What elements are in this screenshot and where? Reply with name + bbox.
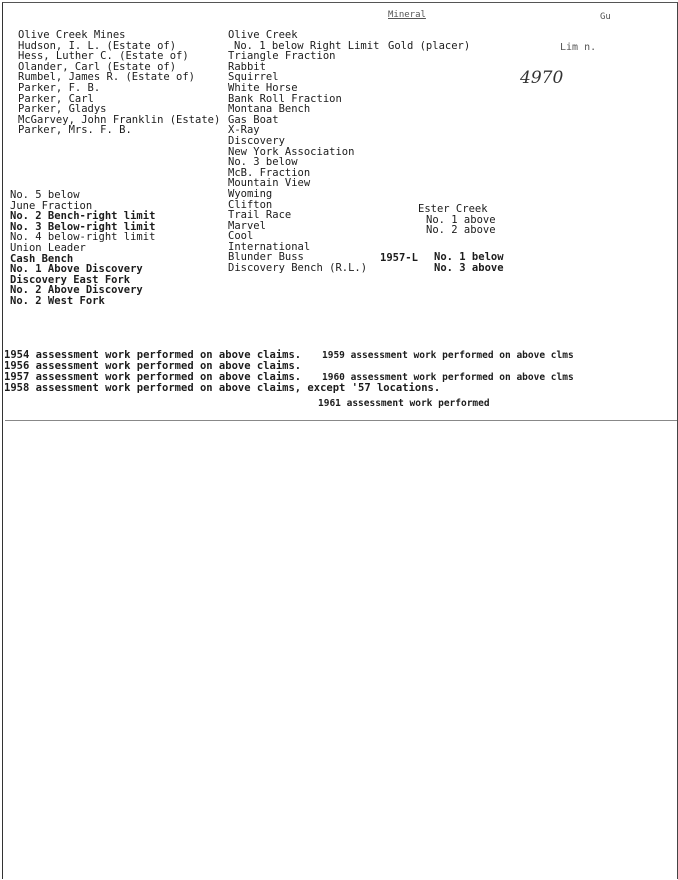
ester-creek-item: No. 1 above bbox=[426, 213, 496, 226]
claim-line: Discovery Bench (R.L.) bbox=[228, 262, 368, 275]
claim-line: No. 3 Below-right limit bbox=[10, 220, 156, 233]
claim-line: New York Association bbox=[228, 145, 355, 158]
claim-line: No. 5 below bbox=[10, 189, 80, 201]
assessment-line: 1954 assessment work performed on above claims. bbox=[4, 349, 302, 361]
assessment-1959: 1959 assessment work performed on above clms bbox=[322, 350, 574, 361]
owner-line: Parker, Carl bbox=[18, 92, 94, 105]
claim-line: No. 3 below bbox=[228, 156, 298, 169]
middle-claims-column bbox=[228, 30, 379, 274]
ester-creek-1957-item: No. 1 below bbox=[434, 251, 504, 263]
claim-line: Montana Bench bbox=[228, 103, 311, 116]
claim-line: No. 1 Above Discovery bbox=[10, 263, 143, 276]
ester-creek-block bbox=[418, 204, 496, 236]
assessment-1961: 1961 assessment work performed bbox=[318, 398, 490, 409]
owner-line: Parker, Mrs. F. B. bbox=[18, 124, 132, 137]
claim-line: Trail Race bbox=[228, 209, 292, 222]
owner-line: Olander, Carl (Estate of) bbox=[18, 60, 177, 73]
claim-line: No. 2 West Fork bbox=[10, 294, 105, 307]
claim-line: Discovery East Fork bbox=[10, 273, 131, 286]
claim-line: Clifton bbox=[228, 198, 273, 211]
claim-line: No. 4 below-right limit bbox=[10, 231, 156, 244]
left-claims-column bbox=[10, 190, 155, 307]
claim-line: No. 2 Above Discovery bbox=[10, 284, 143, 297]
claim-line: Cool bbox=[228, 230, 254, 243]
claim-line: Olive Creek bbox=[228, 29, 298, 41]
owner-line: Rumbel, James R. (Estate of) bbox=[18, 71, 196, 84]
header-tag-gu: Gu bbox=[600, 12, 611, 22]
claim-line: Gas Boat bbox=[228, 113, 279, 126]
claim-line: No. 2 Bench-right limit bbox=[10, 210, 156, 223]
claim-line: Bank Roll Fraction bbox=[228, 92, 342, 105]
ester-creek-item: No. 2 above bbox=[426, 224, 496, 237]
owner-line: McGarvey, John Franklin (Estate) bbox=[18, 113, 221, 126]
claim-line: Triangle Fraction bbox=[228, 50, 336, 63]
ester-creek-1957-label: 1957-L bbox=[380, 252, 418, 264]
claim-line: X-Ray bbox=[228, 124, 260, 137]
card-number: 4970 bbox=[520, 68, 564, 88]
claim-line: Squirrel bbox=[228, 71, 279, 84]
owner-line: Hess, Luther C. (Estate of) bbox=[18, 50, 189, 63]
claim-line: June Fraction bbox=[10, 199, 93, 212]
header-tag-mineral: Mineral bbox=[388, 10, 426, 20]
claim-line: Cash Bench bbox=[10, 252, 74, 265]
commodity-label: Gold (placer) bbox=[388, 40, 471, 52]
owner-line: Parker, F. B. bbox=[18, 81, 101, 94]
claim-line: Mountain View bbox=[228, 177, 311, 190]
ester-creek-1957-item: No. 3 above bbox=[434, 261, 504, 274]
claim-line: Rabbit bbox=[228, 60, 266, 73]
claim-line: Wyoming bbox=[228, 187, 273, 200]
owners-column bbox=[18, 30, 220, 136]
ester-creek-1957-items bbox=[434, 252, 504, 273]
claim-line: Blunder Buss bbox=[228, 251, 304, 264]
ester-creek-title: Ester Creek bbox=[418, 203, 488, 215]
assessment-1960: 1960 assessment work performed on above clms bbox=[322, 372, 574, 383]
card-bottom-rule bbox=[5, 420, 677, 421]
assessment-line: 1957 assessment work performed on above claims. bbox=[4, 371, 302, 383]
claim-line: Marvel bbox=[228, 219, 266, 232]
claim-line: Union Leader bbox=[10, 241, 86, 254]
owner-line: Hudson, I. L. (Estate of) bbox=[18, 39, 177, 52]
owner-line: Olive Creek Mines bbox=[18, 29, 126, 41]
claim-line: No. 1 below Right Limit bbox=[234, 39, 380, 52]
assessment-line: 1958 assessment work performed on above claims, except '57 locations. bbox=[4, 382, 441, 394]
claim-line: White Horse bbox=[228, 81, 298, 94]
owner-line: Parker, Gladys bbox=[18, 103, 107, 116]
assessment-line: 1956 assessment work performed on above claims. bbox=[4, 360, 302, 372]
claim-line: McB. Fraction bbox=[228, 166, 311, 179]
header-tag-location: Lim n. bbox=[560, 42, 597, 53]
claim-line: International bbox=[228, 240, 311, 253]
claim-line: Discovery bbox=[228, 134, 285, 147]
